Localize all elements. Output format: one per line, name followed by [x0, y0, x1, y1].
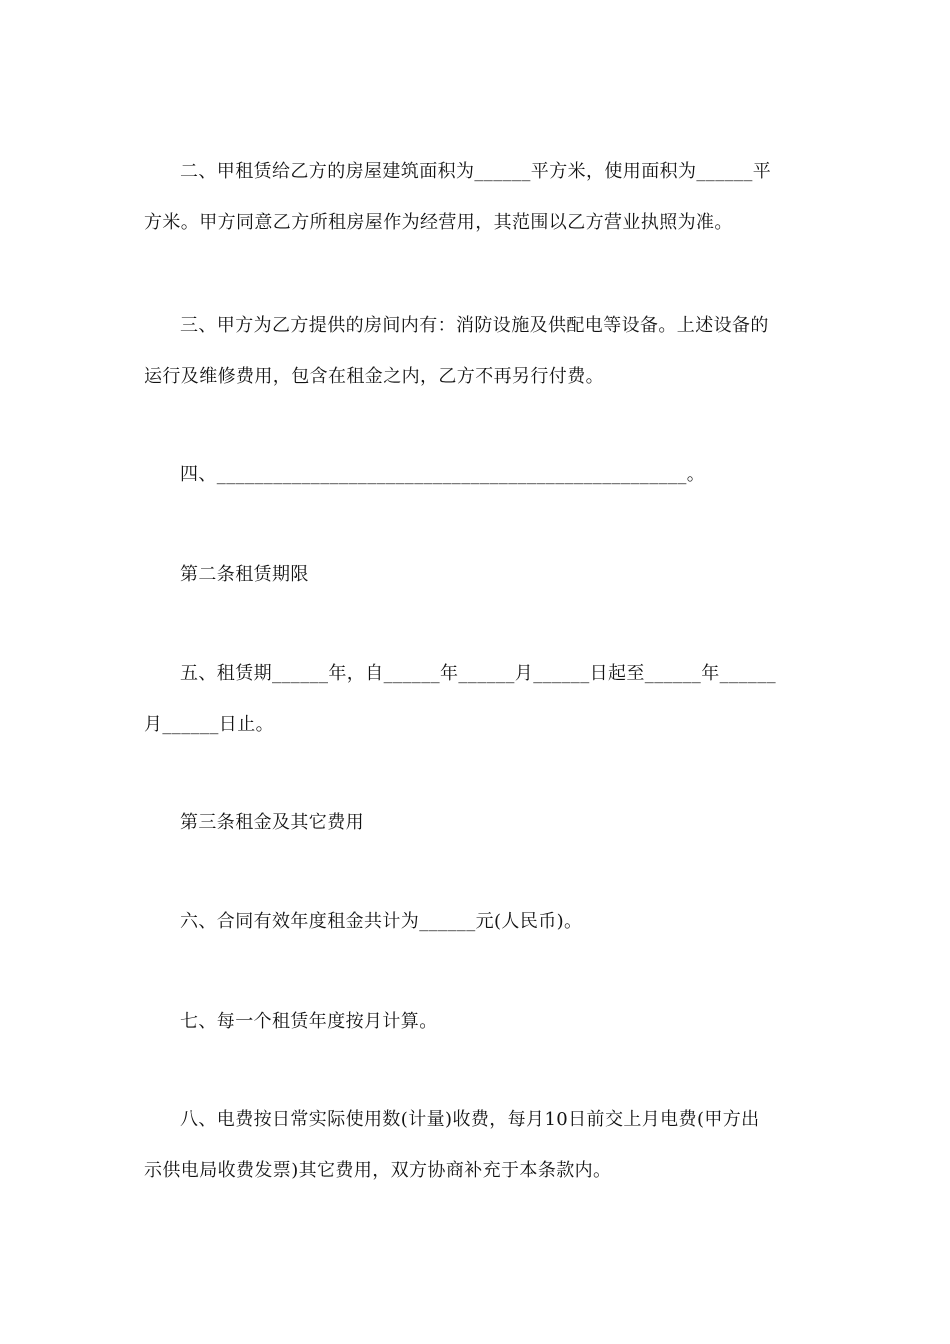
clause-5-paragraph	[144, 662, 824, 737]
clause-4-paragraph	[144, 463, 824, 487]
clause-2-line-1: 二、甲租赁给乙方的房屋建筑面积为______平方米，使用面积为______平	[180, 161, 772, 182]
clause-3-line-2: 运行及维修费用，包含在租金之内，乙方不再另行付费。	[144, 366, 604, 387]
clause-3-line-1: 三、甲方为乙方提供的房间内有：消防设施及供配电等设备。上述设备的	[180, 315, 769, 336]
clause-8-line-1: 八、电费按日常实际使用数(计量)收费，每月10日前交上月电费(甲方出	[180, 1109, 760, 1130]
clause-7-paragraph	[144, 1010, 824, 1034]
clause-8-line-2: 示供电局收费发票)其它费用，双方协商补充于本条款内。	[144, 1160, 612, 1181]
clause-5-line-1: 五、租赁期______年，自______年______月______日起至______年______	[180, 663, 776, 684]
article-2-heading: 第二条租赁期限	[180, 564, 309, 585]
clause-2-paragraph	[144, 160, 824, 235]
clause-6-line-1: 六、合同有效年度租金共计为______元(人民币)。	[180, 911, 583, 932]
clause-2-line-2: 方米。甲方同意乙方所租房屋作为经营用，其范围以乙方营业执照为准。	[144, 212, 733, 233]
clause-8-paragraph	[144, 1108, 824, 1183]
article-3-heading: 第三条租金及其它费用	[180, 812, 364, 833]
clause-6-paragraph	[144, 910, 824, 934]
clause-5-line-2: 月______日止。	[144, 714, 274, 735]
clause-3-paragraph	[144, 314, 824, 389]
clause-4-line-1: 四、__________________________________________________。	[180, 464, 706, 485]
clause-7-line-1: 七、每一个租赁年度按月计算。	[180, 1011, 438, 1032]
